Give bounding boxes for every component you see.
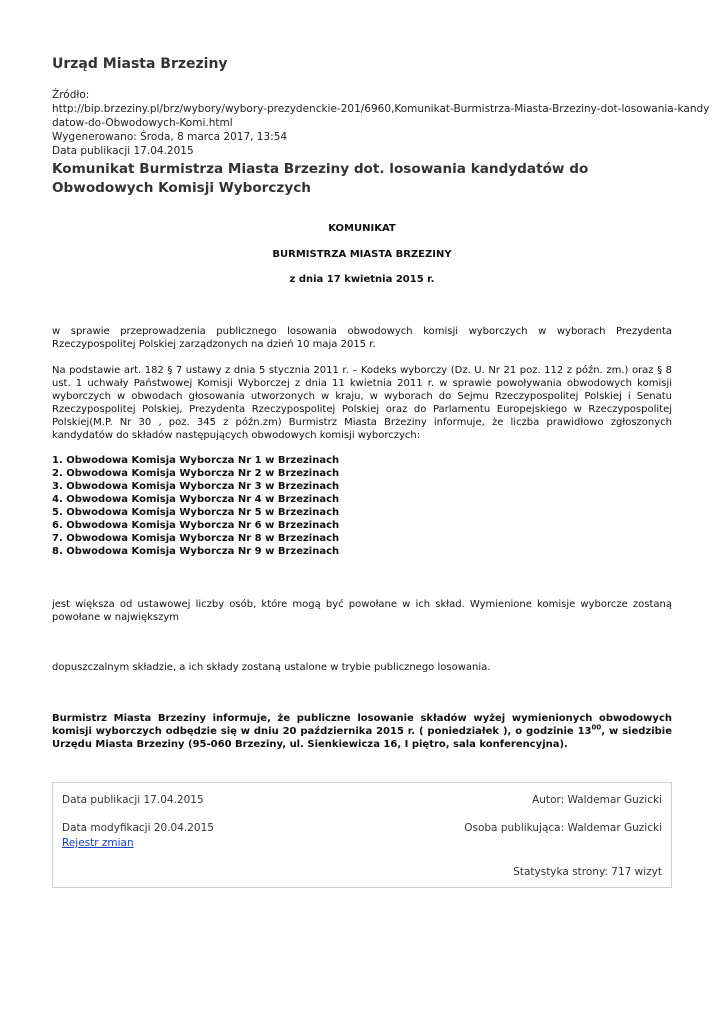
list-item: 2. Obwodowa Komisja Wyborcza Nr 2 w Brzezinach [52,468,340,479]
generated-date: Wygenerowano: Środa, 8 marca 2017, 13:54 [52,131,288,143]
time-superscript: 00 [591,723,602,732]
list-item: 5. Obwodowa Komisja Wyborcza Nr 5 w Brzezinach [52,507,340,518]
publication-date: Data publikacji 17.04.2015 [52,145,194,157]
paragraph-announcement [52,712,672,751]
footer-metadata-box [52,782,672,888]
heading-burmistrz: BURMISTRZA MIASTA BRZEZINY [272,249,452,260]
source-url-line2: datow-do-Obwodowych-Komi.html [52,117,233,129]
source-label: Źródło: [52,89,90,101]
list-item: 7. Obwodowa Komisja Wyborcza Nr 8 w Brzezinach [52,533,340,544]
list-item: 1. Obwodowa Komisja Wyborcza Nr 1 w Brzezinach [52,455,340,466]
source-url-line1: http://bip.brzeziny.pl/brz/wybory/wybory-prezydenckie-201/6960,Komunikat-Burmistrza-Miasta-Brzeziny-dot-losowania-kandy [52,103,710,115]
paragraph-subject: w sprawie przeprowadzenia publicznego losowania obwodowych komisji wyborczych w wyborach Prezydenta Rzeczypospolitej Polskiej zarządzonych na dzień 10 maja 2015 r. [52,326,672,350]
paragraph-composition: dopuszczalnym składzie, a ich składy zostaną ustalone w trybie publicznego losowania. [52,662,491,673]
document-title: Komunikat Burmistrza Miasta Brzeziny dot. losowania kandydatów do Obwodowych Komisji Wyborczych [52,161,589,196]
changes-register-link[interactable]: Rejestr zmian [62,837,134,849]
footer-page-stats: Statystyka strony: 717 wizyt [513,866,662,878]
source-metadata [52,88,710,158]
list-item: 4. Obwodowa Komisja Wyborcza Nr 4 w Brzezinach [52,494,340,505]
announcement-part1: Burmistrz Miasta Brzeziny informuje, że publiczne losowanie składów wyżej wymienionych obwodowych komisji wyborczych odbędzie się w dniu 20 października 2015 r. ( poniedziałek ), o godzinie 13 [52,713,672,737]
footer-publication-date: Data publikacji 17.04.2015 [62,794,204,806]
heading-komunikat: KOMUNIKAT [328,223,396,234]
footer-modification-date: Data modyfikacji 20.04.2015 [62,822,214,834]
list-item: 6. Obwodowa Komisja Wyborcza Nr 6 w Brzezinach [52,520,340,531]
footer-publisher: Osoba publikująca: Waldemar Guzicki [464,822,662,834]
paragraph-legal-basis: Na podstawie art. 182 § 7 ustawy z dnia 5 stycznia 2011 r. – Kodeks wyborczy (Dz. U. Nr 21 poz. 112 z późn. zm.) oraz § 8 ust. 1 uchwały Państwowej Komisji Wyborczej z dnia 11 kwietnia 2011 r. w sprawie powoływania obwodowych komisji wyborczych w obwodach głosowania utworzonych w kraju, w wyborach do Sejmu Rzeczypospolitej Polskiej i Senatu Rzeczypospolitej Polskiej, Prezydenta Rzeczypospolitej Polskiej oraz do Parlamentu Europejskiego w Rzeczypospolitej Polskiej(M.P. Nr 30 , poz. 345 z późn.zm) Burmistrz Miasta Brzeziny informuje, że liczba prawidłowo zgłoszonych kandydatów do składów następujących obwodowych komisji wyborczych: [52,365,672,441]
heading-date: z dnia 17 kwietnia 2015 r. [289,274,435,285]
organization-name: Urząd Miasta Brzeziny [52,56,228,72]
paragraph-exceeds: jest większa od ustawowej liczby osób, które mogą być powołane w ich skład. Wymienione komisje wyborcze zostaną powołane w największym [52,599,672,623]
list-item: 3. Obwodowa Komisja Wyborcza Nr 3 w Brzezinach [52,481,340,492]
announcement-part2: , w siedzibie Urzędu Miasta Brzeziny (95-060 Brzeziny, ul. Sienkiewicza 16, I piętro, sala konferencyjna). [52,726,672,750]
commission-list [52,454,339,558]
list-item: 8. Obwodowa Komisja Wyborcza Nr 9 w Brzezinach [52,546,340,557]
footer-author: Autor: Waldemar Guzicki [532,794,662,806]
